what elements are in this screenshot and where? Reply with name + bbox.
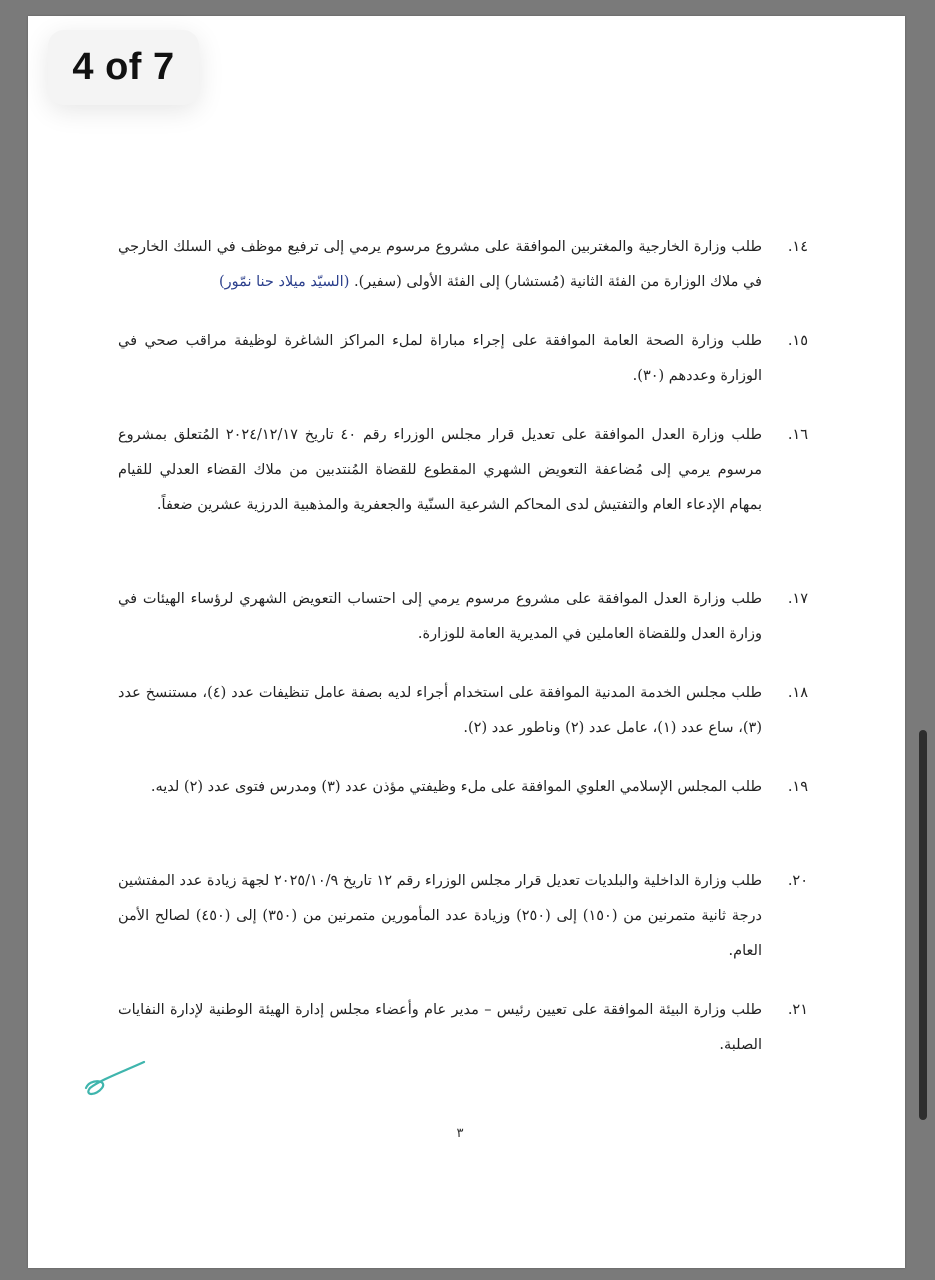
agenda-item-number: ٢١. xyxy=(787,1002,808,1018)
agenda-item-20 xyxy=(118,864,808,969)
agenda-item-text: طلب وزارة العدل الموافقة على تعديل قرار مجلس الوزراء رقم ٤٠ تاريخ ٢٠٢٤/١٢/١٧ المُتعلق بمشروع مرسوم يرمي إلى مُضاعفة التعويض الشهري المقطوع للقضاة المُنتدبين من ملاك القضاء العدلي للقيام بمهام الإدعاء العام والتفتيش لدى المحاكم الشرعية السنّية والجعفرية والمذهبية الدرزية عشرين ضعفاً. xyxy=(118,427,762,513)
agenda-item-text: طلب وزارة البيئة الموافقة على تعيين رئيس – مدير عام وأعضاء مجلس إدارة الهيئة الوطنية لإدارة النفايات الصلبة. xyxy=(118,1002,762,1053)
agenda-item-18 xyxy=(118,676,808,746)
agenda-item-body: طلب وزارة الخارجية والمغتربين الموافقة على مشروع مرسوم يرمي إلى ترفيع موظف في السلك الخارجي في ملاك الوزارة من الفئة الثانية (مُستشار) إلى الفئة الأولى (سفير). xyxy=(118,239,762,290)
agenda-item-text: طلب وزارة الصحة العامة الموافقة على إجراء مباراة لملء المراكز الشاغرة لوظيفة مراقب صحي في الوزارة وعددهم (٣٠). xyxy=(118,333,762,384)
agenda-item-17 xyxy=(118,582,808,652)
agenda-item-14 xyxy=(118,230,808,300)
honorific-name: (السيّد ميلاد حنا نمّور) xyxy=(218,274,350,290)
agenda-item-19 xyxy=(118,770,808,840)
agenda-item-number: ١٩. xyxy=(787,779,808,795)
agenda-list xyxy=(118,230,808,1063)
page-indicator: 4 of 7 xyxy=(48,30,199,105)
agenda-item-text: طلب وزارة العدل الموافقة على مشروع مرسوم يرمي إلى احتساب التعويض الشهري لرؤساء الهيئات في وزارة العدل وللقضاة العاملين في المديرية العامة للوزارة. xyxy=(118,591,762,642)
agenda-item-text: طلب وزارة الداخلية والبلديات تعديل قرار مجلس الوزراء رقم ١٢ تاريخ ٢٠٢٥/١٠/٩ لجهة زيادة عدد المفتشين درجة ثانية متمرنين من (١٥٠) إلى (٢٥٠) وزيادة عدد المأمورين متمرنين من (٣٥٠) إلى (٤٥٠) لصالح الأمن العام. xyxy=(118,873,762,959)
agenda-item-number: ١٦. xyxy=(787,427,808,443)
agenda-item-16 xyxy=(118,418,808,558)
signature-stroke xyxy=(86,1062,144,1094)
scrollbar-thumb[interactable] xyxy=(919,730,927,1120)
agenda-item-text: طلب مجلس الخدمة المدنية الموافقة على استخدام أجراء لديه بصفة عامل تنظيفات عدد (٤)، مستنسخ عدد (٣)، ساع عدد (١)، عامل عدد (٢) وناطور عدد (٢). xyxy=(118,685,762,736)
agenda-item-number: ١٨. xyxy=(787,685,808,701)
agenda-item-number: ١٤. xyxy=(787,239,808,255)
page-number: ٣ xyxy=(456,1126,464,1141)
agenda-item-number: ١٧. xyxy=(787,591,808,607)
agenda-item-text: طلب المجلس الإسلامي العلوي الموافقة على ملء وظيفتي مؤذن عدد (٣) ومدرس فتوى عدد (٢) لديه. xyxy=(150,779,762,795)
agenda-item-number: ٢٠. xyxy=(787,873,808,889)
agenda-item-number: ١٥. xyxy=(787,333,808,349)
agenda-item-21 xyxy=(118,993,808,1063)
agenda-item-15 xyxy=(118,324,808,394)
handwritten-signature-icon xyxy=(78,1058,150,1102)
agenda-item-text xyxy=(118,230,762,300)
